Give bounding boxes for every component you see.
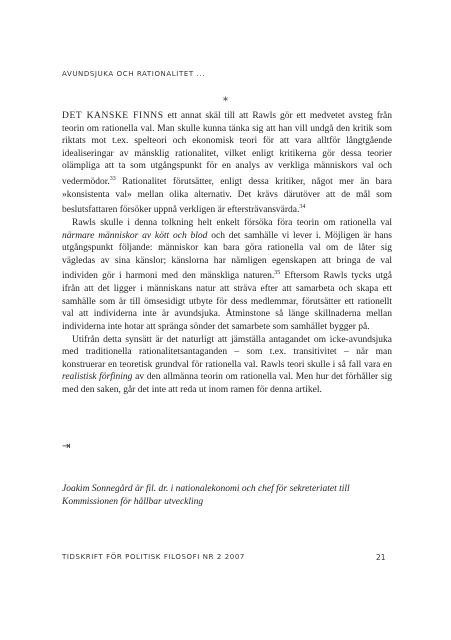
- paragraph-1: [62, 110, 392, 217]
- author-note: Joakim Sonnegård är fil. dr. i nationalekonomi och chef för sekreteriatet till Kommissionen för hållbar utveckling: [62, 484, 350, 507]
- page-number: 21: [376, 553, 386, 562]
- paragraph-2-text-c: Eftersom Rawls tycks utgå ifrån att det ligger i människans natur att sträva efter att samarbeta och skapa ett samhälle som är till ömsesidigt utbyte för dess medlemmar, förutsätter ett rationellt val att individerna inte är avundsjuka. Åtminstone så länge skillnaderna mellan individerna inte hotar att spränga sönder det samarbete som samhället bygger på.: [62, 271, 392, 332]
- lead-in-smallcaps: DET KANSKE FINNS: [62, 111, 164, 121]
- footnote-ref-33[interactable]: 33: [109, 175, 116, 182]
- paragraph-2-text-b: och det samhälle vi lever i. Möjligen är hans utgångspunkt följande: människor kan bara göra rationella val om de låter sig vägledas av sina känslor; känslorna har nämligen egenskapen att bringa de val individen gör i harmoni med den mänskliga naturen.: [62, 230, 392, 282]
- paragraph-3-text-a: Utifrån detta synsätt är det naturligt att jämställa antagandet om icke-avundsjuka med traditionella rationalitetsantaganden – som t.ex. transitivitet – när man konstruerar en teoretisk grundval för rationella val. Rawls teori skulle i så fall vara en: [62, 334, 392, 370]
- footer-journal-title: TIDSKRIFT FÖR POLITISK FILOSOFI NR 2 2007: [62, 553, 245, 561]
- paragraph-2-emphasis: närmare människor av kött och blod: [62, 230, 208, 241]
- paragraph-1-text-2: Rationalitet förutsätter, enligt dessa kritiker, något mer än bara »konsistenta val» mellan olika alternativ. Det krävs därutöver att de mål som beslutsfattaren försöker uppnå verkligen är eftersträvansvärda.: [62, 177, 392, 216]
- end-of-article-icon: ⇥: [62, 441, 71, 452]
- footnote-ref-34[interactable]: 34: [299, 204, 306, 211]
- paragraph-3-emphasis: realistisk förfining: [62, 372, 133, 383]
- article-body: [62, 110, 392, 397]
- paragraph-3: [62, 334, 392, 397]
- section-break-asterisk: *: [223, 96, 228, 107]
- paragraph-2-text-a: Rawls skulle i denna tolkning helt enkelt försöka föra teorin om rationella val: [72, 218, 392, 229]
- paragraph-2: [62, 217, 392, 334]
- paragraph-1-text: ett annat skäl till att Rawls gör ett medvetet avsteg från teorin om rationella val. Man skulle kunna tänka sig att han vill undgå den kritik som riktats mot t.ex. spelteori och ekonomisk teori för att vara alltför långtgående idealiseringar av mänsklig rationalitet, vilket enligt kritikerna gör dessa teorier olämpliga att ta som utgångspunkt för en analys av verkliga människors val och vedermödor.: [62, 111, 392, 188]
- paragraph-3-text-b: av den allmänna teorin om rationella val. Men hur det förhåller sig med den saken, går det inte att reda ut inom ramen för denna artikel.: [62, 372, 392, 395]
- footnote-ref-35[interactable]: 35: [274, 270, 281, 277]
- running-head: AVUNDSJUKA OCH RATIONALITET ...: [62, 70, 206, 78]
